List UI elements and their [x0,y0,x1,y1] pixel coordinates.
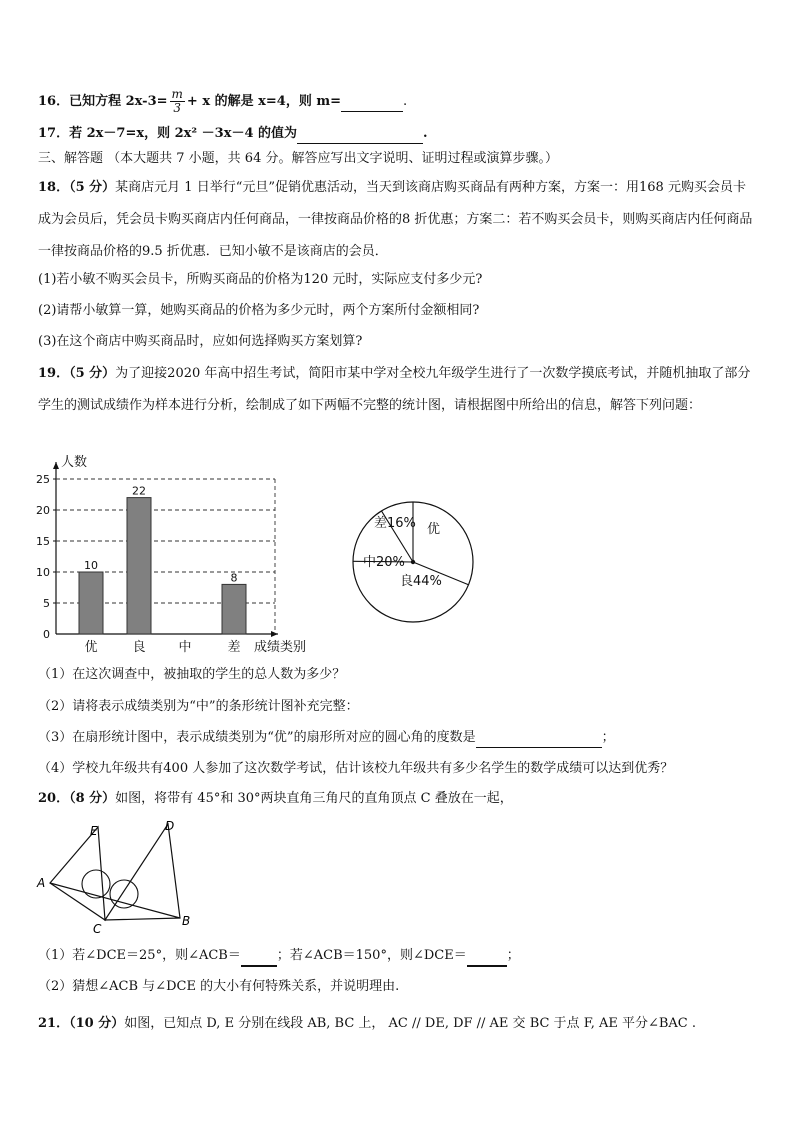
q18-part-1: (1)若小敏不购买会员卡，所购买商品的价格为120 元时，实际应支付多少元? [38,272,483,287]
segment-ab [50,883,180,918]
question-score: （5 分） [69,180,116,195]
bar [222,584,246,634]
question-16 [38,88,407,115]
y-tick-label: 0 [43,628,50,641]
label-c: C [93,922,102,935]
hole-circle-left [82,870,110,898]
q18-part-3: (3)在这个商店中购买商品时，应如何选择购买方案划算? [38,334,363,349]
equation-right: + x 的解是 x=4，则 m= [186,94,342,109]
bar-data-label: 22 [132,484,146,498]
label-b: B [182,914,191,928]
pie-center-dot [411,560,415,564]
x-tick-label: 良 [132,640,146,655]
pie-slice-label: 差16% [374,516,416,531]
answer-blank-1 [241,947,277,967]
x-tick-label: 差 [227,640,241,655]
question-number: 18． [38,180,70,195]
question-number: 20． [38,791,70,806]
fraction [170,88,185,115]
answer-blank-2 [467,947,507,967]
q19-part-3 [38,729,615,748]
bar-data-label: 10 [84,559,98,572]
pie-chart [340,490,490,630]
question-text: 若 2x－7=x，则 2x² －3x－4 的值为 [69,126,298,141]
question-score: （5 分） [69,366,116,381]
question-21 [38,1015,696,1033]
fraction-denominator: 3 [173,101,182,115]
triangle-ace [50,827,105,920]
y-tick-label: 10 [36,566,50,579]
answer-blank [297,125,423,144]
q20-part-1 [38,947,520,967]
question-20 [38,790,513,808]
bar-data-label: 8 [230,571,238,585]
y-axis-arrow [53,462,59,469]
x-axis-arrow [271,631,278,637]
question-number: 17． [38,126,70,141]
y-tick-label: 15 [36,535,50,548]
x-tick-label: 中 [178,640,192,655]
question-17 [38,125,428,144]
q20-part-2: （2）猜想∠ACB 与∠DCE 的大小有何特殊关系，并说明理由. [38,979,400,994]
q18-part-2: (2)请帮小敏算一算，她购买商品的价格为多少元时，两个方案所付金额相同? [38,303,480,318]
question-number: 19． [38,366,70,381]
period: . [403,94,408,109]
label-e: E [90,824,98,838]
hole-circle-right [110,880,138,908]
question-score: （10 分） [69,1016,125,1031]
question-number: 21． [38,1016,70,1031]
y-tick-label: 25 [36,473,50,486]
label-a: A [37,876,46,890]
pie-slice-label: 良44% [400,574,442,589]
fraction-numerator: m [171,87,183,101]
triangle-diagram [30,815,210,935]
label-d: D [165,819,175,833]
question-stem: 如图，将带有 45°和 30°两块直角三角尺的直角顶点 C 叠放在一起， [115,791,513,806]
y-tick-label: 20 [36,504,50,517]
bar [79,572,103,634]
q20-part-1-a: （1）若∠DCE＝25°，则∠ACB＝ [38,948,241,963]
period: . [423,126,428,141]
y-tick-label: 5 [43,597,50,610]
question-stem: 如图，已知点 D, E 分别在线段 AB, BC 上， AC // DE, DF // AE 交 BC 于点 F, AE 平分∠BAC . [124,1016,697,1031]
question-stem: 为了迎接2020 年高中招生考试，简阳市某中学对全校九年级学生进行了一次数学摸底考试，并随机抽取了部分学生的测试成绩作为样本进行分析，绘制成了如下两幅不完整的统计图，请根据图中所给出的信息，解答下列问题： [38,366,751,413]
equation-left: 已知方程 2x-3= [69,94,168,109]
bar [127,498,151,634]
q19-part-1: （1）在这次调查中，被抽取的学生的总人数为多少？ [38,667,346,682]
pie-slice-label: 中20% [363,555,405,570]
question-19 [38,358,758,422]
q20-part-1-b: ；若∠ACB＝150°，则∠DCE＝ [276,948,467,963]
question-number: 16． [38,94,70,109]
x-tick-label: 优 [84,640,98,655]
question-score: （8 分） [69,791,116,806]
answer-blank [341,93,403,112]
semicolon: ； [601,730,615,745]
q19-part-2: （2）请将表示成绩类别为“中”的条形统计图补充完整： [38,699,359,714]
question-18 [38,172,758,268]
q19-part-4: （4）学校九年级共有400 人参加了这次数学考试，估计该校九年级共有多少名学生的数学成绩可以达到优秀？ [38,761,674,776]
bar-chart [30,450,330,660]
pie-slice-label: 优 [427,522,441,537]
answer-blank [476,729,602,748]
y-axis-label: 人数 [61,455,88,470]
q19-part-3-text: （3）在扇形统计图中，表示成绩类别为“优”的扇形所对应的圆心角的度数是 [38,730,476,745]
section-heading: 三、解答题 （本大题共 7 小题，共 64 分。解答应写出文字说明、证明过程或演算步骤。） [38,151,558,166]
semicolon: ； [506,948,520,963]
x-axis-label: 成绩类别 [254,640,307,655]
question-stem: 某商店元月 1 日举行“元旦”促销优惠活动，当天到该商店购买商品有两种方案，方案一：用168 元购买会员卡成为会员后，凭会员卡购买商店内任何商品，一律按商品价格的8 折优惠；方案二：若不购买会员卡，则购买商店内任何商品一律按商品价格的9.5 折优惠．已知小敏不是该商店的会员． [38,180,753,259]
